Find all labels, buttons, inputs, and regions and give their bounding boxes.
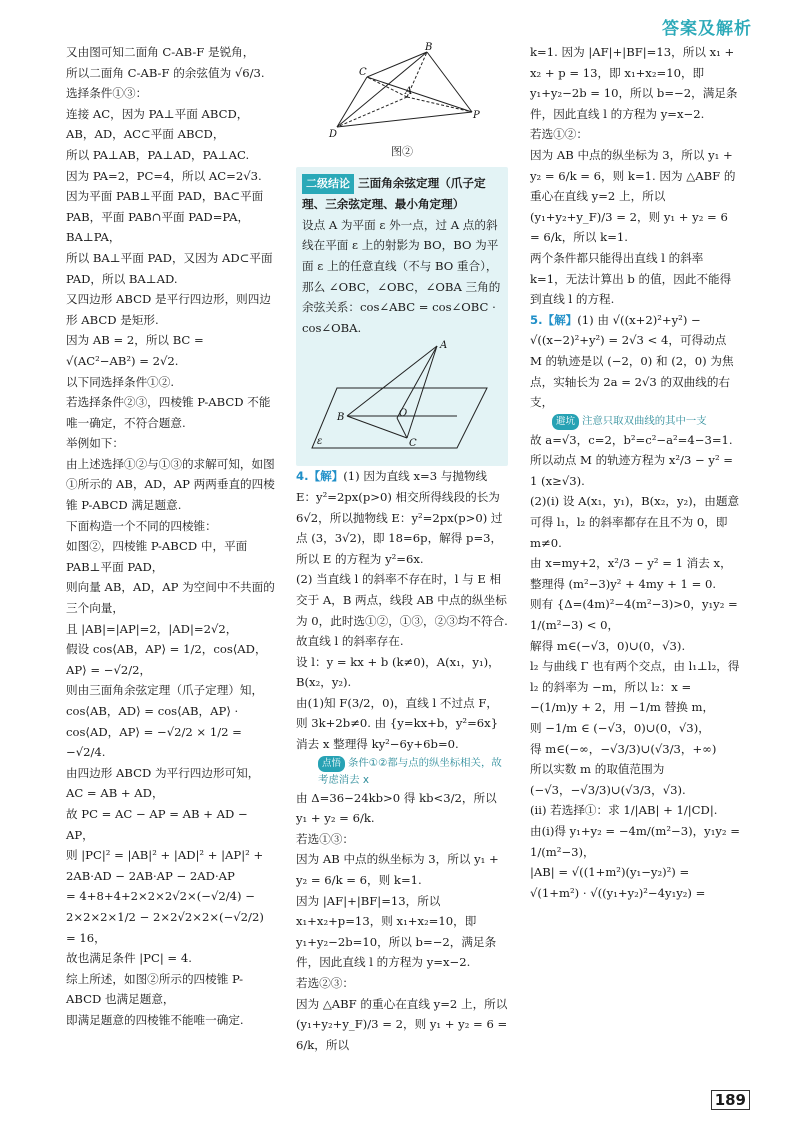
text-line: l₂ 与曲线 Γ 也有两个交点，由 l₁⊥l₂，得 l₂ 的斜率为 −m，所以 l₂：x = −(1/m)y + 2，用 −1/m 替换 m， — [530, 659, 740, 715]
text-line: 所以动点 M 的轨迹方程为 x²/3 − y² = 1 (x≥√3). — [530, 453, 734, 488]
problem-number: 4. — [296, 469, 309, 484]
text-line: 举例如下： — [66, 436, 124, 451]
text-line: 若选①②： — [530, 127, 588, 142]
text-line: 则有 {Δ=(4m)²−4(m²−3)>0，y₁y₂ = 1/(m²−3) < 0， — [530, 597, 738, 633]
text-line: 所以 E 的方程为 y²=6x. — [296, 551, 424, 566]
text-line: 以下同选择条件①②. — [66, 374, 175, 389]
text-line: (ii) 若选择①：求 1/|AB| + 1/|CD|. — [530, 803, 718, 818]
text-line: 下面构造一个不同的四棱锥： — [66, 518, 217, 533]
text-line: 所以二面角 C-AB-F 的余弦值为 √6/3. — [66, 65, 265, 80]
column-2 — [296, 42, 508, 1055]
text-line: 故 a=√3，c=2，b²=c²−a²=4−3=1. — [530, 432, 733, 447]
text-line: (1) 由 √((x+2)²+y²) − √((x−2)²+y²) = 2√3 < 4，可得动点 M 的轨迹是以 (−2，0) 和 (2，0) 为焦点，实轴长为 2a = 2√3 的双曲线的右支， — [530, 312, 734, 410]
box-title: 三面角余弦定理（爪子定理、三余弦定理、最小角定理） — [302, 175, 486, 212]
text-line: 且 |AB|=|AP|=2，|AD|=2√2， — [66, 621, 238, 636]
text-line: 则 |PC|² = |AB|² + |AD|² + |AP|² + 2AB·AD − 2AB·AP − 2AD·AP — [66, 848, 264, 883]
solution-heading-4 — [296, 466, 508, 548]
note-tag: 避坑 — [552, 414, 579, 430]
text-line: |AB| = √((1+m²)(y₁−y₂)²) = √(1+m²) · √((y₁+y₂)²−4y₁y₂) = — [530, 865, 706, 900]
column-3 — [530, 42, 740, 903]
text-line: 因为平面 PAB⊥平面 PAD，BA⊂平面 PAB，平面 PAB∩平面 PAD=PA，BA⊥PA， — [66, 189, 264, 245]
text-line: (1) 因为直线 x=3 与抛物线 E：y²=2px(p>0) 相交所得线段的长为 6√2，所以抛物线 E：y²=2px(p>0) 过点 (3，3√2)，即 18=6p，解得 p=3， — [296, 469, 503, 546]
plane-label: ε — [317, 436, 323, 448]
text-line: 则由三面角余弦定理（爪子定理）知，cos⟨AB，AD⟩ = cos⟨AB，AP⟩ · cos⟨AD，AP⟩ = −√2/2 × 1/2 = −√2/4. — [66, 683, 264, 760]
text-line: 因为 |AF|+|BF|=13，所以 x₁+x₂+p=13，则 x₁+x₂=10，即 y₁+y₂−2b=10，所以 b=−2，满足条件，因此直线 l 的方程为 y=x−2. — [296, 893, 497, 970]
text-line: 故 PC = AC − AP = AB + AD − AP， — [66, 806, 248, 842]
text-line: (2) 当直线 l 的斜率不存在时，l 与 E 相交于 A，B 两点，线段 AB 中点的纵坐标为 0，此时选①②，①③，②③均不符合. 故直线 l 的斜率存在. — [296, 572, 508, 649]
text-line: (2)(i) 设 A(x₁，y₁)，B(x₂，y₂)，由题意可得 l₁，l₂ 的斜率都存在且不为 0，即 m≠0. — [530, 494, 740, 550]
page-header-title: 答案及解析 — [662, 19, 752, 39]
text-line: 假设 cos⟨AB，AP⟩ = 1/2，cos⟨AD，AP⟩ = −√2/2， — [66, 642, 267, 677]
text-line: 由(i)得 y₁+y₂ = −4m/(m²−3)，y₁y₂ = 1/(m²−3)， — [530, 823, 740, 859]
pitfall-note — [530, 413, 740, 430]
text-line: 所以 BA⊥平面 PAD，又因为 AD⊂平面 PAD，所以 BA⊥AD. — [66, 250, 273, 286]
text-line: 如图②，四棱锥 P-ABCD 中，平面 PAB⊥平面 PAD， — [66, 539, 248, 574]
text-line: 选择条件①③： — [66, 86, 148, 101]
text-line: 因为 △ABF 的重心在直线 y=2 上，所以 (y₁+y₂+y_F)/3 = 2，则 y₁ + y₂ = 6 = 6/k，所以 — [296, 996, 508, 1052]
text-line: 设 l：y = kx + b (k≠0)，A(x₁，y₁)，B(x₂，y₂). — [296, 654, 500, 690]
text-line: 解得 m∈(−√3，0)∪(0，√3). — [530, 638, 686, 653]
text-line: = 4+8+4+2×2×2√2×(−√2/4) − 2×2×2×1/2 − 2×2√2×2×(−√2/2) = 16， — [66, 889, 264, 945]
point-label: O — [399, 408, 408, 420]
text-line: 又由图可知二面角 C-AB-F 是锐角， — [66, 45, 255, 59]
text-line: 由上述选择①②与①③的求解可知，如图①所示的 AB，AD，AP 两两垂直的四棱锥 P-ABCD 满足题意. — [66, 456, 275, 513]
note-text: 注意只取双曲线的其中一支 — [582, 414, 707, 427]
text-line: 若选①③： — [296, 831, 354, 846]
problem-number: 5. — [530, 312, 543, 327]
pyramid-figure-2 — [327, 42, 480, 142]
text-line: 所以 PA⊥AB，PA⊥AD，PA⊥AC. — [66, 147, 250, 162]
tip-note — [296, 755, 508, 788]
text-line: 因为 PA=2，PC=4，所以 AC=2√3. — [66, 168, 262, 183]
solution-label: 【解】 — [308, 469, 344, 484]
vertex-label: D — [329, 129, 338, 140]
text-line: 若选②③： — [296, 976, 354, 990]
text-line: 若选择条件②③，四棱锥 P-ABCD 不能唯一确定，不符合题意. — [66, 395, 271, 430]
page-number: 189 — [711, 1090, 750, 1110]
secondary-conclusion-box — [296, 167, 508, 467]
column-1 — [66, 42, 276, 1031]
note-text: 条件①②都与点的纵坐标相关，故考虑消去 x — [318, 756, 502, 786]
vertex-label: C — [359, 67, 367, 78]
text-line: 又四边形 ABCD 是平行四边形，则四边形 ABCD 是矩形. — [66, 292, 271, 327]
trihedral-angle-figure — [307, 338, 497, 458]
text-line: 因为 AB 中点的纵坐标为 3，所以 y₁ + y₂ = 6/k = 6，则 k=1. 因为 △ABF 的重心在直线 y=2 上，所以 (y₁+y₂+y_F)/3 = 2，则 y₁ + y₂ = 6 = 6/k，所以 k=1. — [530, 147, 736, 245]
point-label: A — [440, 340, 448, 352]
box-tag: 二级结论 — [302, 174, 354, 195]
text-line: 由 Δ=36−24kb>0 得 kb<3/2，所以 y₁ + y₂ = 6/k. — [296, 790, 497, 826]
vertex-label: B — [425, 42, 433, 53]
text-line: 即满足题意的四棱锥不能唯一确定. — [66, 1012, 244, 1027]
text-line: 故也满足条件 |PC| = 4. — [66, 951, 192, 966]
text-line: 连接 AC，因为 PA⊥平面 ABCD，AB，AD，AC⊂平面 ABCD， — [66, 106, 249, 142]
point-label: B — [337, 412, 345, 424]
text-line: 则 −1/m ∈ (−√3，0)∪(0，√3)， — [530, 721, 710, 735]
text-line: 所以实数 m 的取值范围为 (−√3，−√3/3)∪(√3/3，√3). — [530, 762, 686, 797]
point-label: C — [409, 438, 417, 450]
note-tag: 点悟 — [318, 756, 345, 772]
text-line: 因为 AB = 2，所以 BC = √(AC²−AB²) = 2√2. — [66, 333, 204, 368]
text-line: 则向量 AB，AD，AP 为空间中不共面的三个向量， — [66, 580, 275, 616]
text-line: 因为 AB 中点的纵坐标为 3，所以 y₁ + y₂ = 6/k = 6，则 k=1. — [296, 852, 499, 888]
text-line: 由 x=my+2，x²/3 − y² = 1 消去 x，整理得 (m²−3)y² + 4my + 1 = 0. — [530, 556, 732, 591]
figure-caption: 图② — [391, 145, 413, 158]
vertex-label: A — [405, 86, 413, 97]
text-line: 由(1)知 F(3/2，0)，直线 l 不过点 F，则 3k+2b≠0. 由 {y=kx+b，y²=6x} 消去 x 整理得 ky²−6y+6b=0. — [296, 695, 499, 752]
text-line: 得 m∈(−∞，−√3/3)∪(√3/3，+∞) — [530, 741, 717, 756]
text-line: 由四边形 ABCD 为平行四边形可知，AC = AB + AD， — [66, 765, 260, 801]
text-line: 综上所述，如图②所示的四棱锥 P-ABCD 也满足题意， — [66, 971, 244, 1007]
box-text: 设点 A 为平面 ε 外一点，过 A 点的斜线在平面 ε 上的射影为 BO，BO 为平面 ε 上的任意直线（不与 BO 重合），那么 ∠OBC，∠OBC，∠OBA 三角的余弦关系：cos∠ABC = cos∠OBC · cos∠OBA. — [302, 217, 501, 335]
vertex-label: P — [473, 110, 480, 121]
solution-heading-5 — [530, 310, 740, 413]
text-line: k=1. 因为 |AF|+|BF|=13，所以 x₁ + x₂ + p = 13，即 x₁+x₂=10，即 y₁+y₂−2b = 10，所以 b=−2，满足条件，因此直线 l 的方程为 y=x−2. — [530, 45, 738, 121]
solution-label: 【解】 — [542, 312, 578, 327]
text-line: 两个条件都只能得出直线 l 的斜率 k=1，无法计算出 b 的值，因此不能得到直线 l 的方程. — [530, 250, 732, 307]
